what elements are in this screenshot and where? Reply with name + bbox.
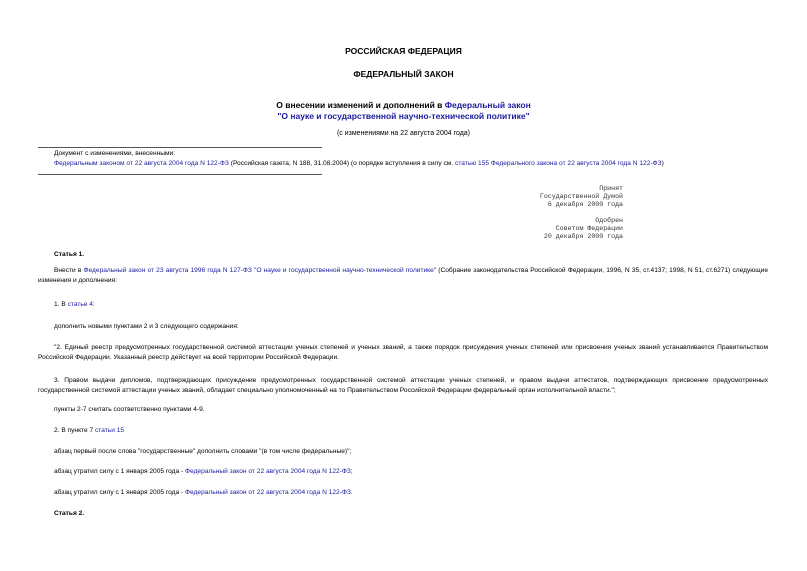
renumber-text: пункты 2-7 считать соответственно пунктами 4-9.	[54, 406, 205, 413]
amending-law-link[interactable]: Федеральным законом от 22 августа 2004 года N 122-ФЗ	[54, 160, 229, 167]
article-155-link[interactable]: статью 155 Федерального закона от 22 августа 2004 года N 122-ФЗ	[455, 160, 662, 167]
lost-force-1: абзац утратил силу с 1 января 2005 года - Федеральный закон от 22 августа 2004 года N 122-ФЗ;	[54, 468, 353, 475]
article-2-heading: Статья 2.	[54, 510, 85, 517]
law-122-link-1[interactable]: Федеральный закон от 22 августа 2004 года N 122-ФЗ	[185, 468, 351, 475]
item-1: 1. В статье 4:	[54, 301, 95, 308]
item-2: 2. В пункте 7 статьи 15	[54, 427, 125, 434]
law-title-line1: О внесении изменений и дополнений в Федеральный закон	[276, 100, 531, 110]
approved-block: Одобрен Советом Федерации 20 декабря 2000 года	[543, 217, 623, 240]
article-1-intro: Внести в Федеральный закон от 23 августа 1996 года N 127-ФЗ "О науке и государственной научно-технической политике" (Собрание законодательства Российской Федерации, 1996, N 35, ст.4137; 1998, N 51, ст.6271) следующие изменения и дополнения:	[38, 267, 768, 284]
divider-top	[38, 147, 322, 148]
law-title-line2-link[interactable]: "О науке и государственной научно-технической политике"	[277, 111, 530, 121]
header-law-type: ФЕДЕРАЛЬНЫЙ ЗАКОН	[353, 69, 454, 79]
lost-force-2: абзац утратил силу с 1 января 2005 года - Федеральный закон от 22 августа 2004 года N 122-ФЗ.	[54, 489, 353, 496]
law-122-link-2[interactable]: Федеральный закон от 22 августа 2004 года N 122-ФЗ	[185, 489, 351, 496]
article-1-heading: Статья 1.	[54, 251, 85, 258]
edition-note: (с изменениями на 22 августа 2004 года)	[336, 130, 471, 137]
paragraph-first-text: абзац первый после слова "государственные" дополнить словами "(в том числе федеральные)";	[54, 448, 352, 455]
amended-by-label: Документ с изменениями, внесенными:	[54, 150, 176, 157]
adopted-block: Принят Государственной Думой 6 декабря 2000 года	[539, 185, 623, 208]
law-title-link[interactable]: Федеральный закон	[444, 100, 531, 110]
law-title	[0, 100, 807, 122]
point-3-text: 3. Правом выдачи дипломов, подтверждающих присуждение предусмотренных государственной системой аттестации ученых степеней, и правом выдачи аттестатов, подтверждающих присвоение предусмотренных государственной системой аттестации ученых званий, обладает специально уполномоченный на то Правительством Российской Федерации федеральный орган исполнительной власти.";	[38, 377, 768, 394]
add-points-text: дополнить новыми пунктами 2 и 3 следующего содержания:	[54, 323, 239, 330]
article-15-link[interactable]: статьи 15	[95, 427, 125, 434]
divider-bottom	[38, 174, 322, 175]
header-country: РОССИЙСКАЯ ФЕДЕРАЦИЯ	[345, 46, 462, 56]
amended-by-text: Федеральным законом от 22 августа 2004 года N 122-ФЗ (Российская газета, N 188, 31.08.2004) (о порядке вступления в силу см. статью 155 Федерального закона от 22 августа 2004 года N 122-ФЗ)	[54, 160, 664, 167]
point-2-text: "2. Единый реестр предусмотренных государственной системой аттестации ученых степеней и ученых званий, а также порядок присуждения ученых степеней или присвоения ученых званий устанавливается Правительством Российской Федерации. Указанный реестр действует на всей территории Российской Федерации.	[38, 344, 768, 361]
law-127-link[interactable]: Федеральный закон от 23 августа 1996 года N 127-ФЗ "О науке и государственной научно-технической политике"	[83, 267, 437, 274]
article-4-link[interactable]: статье 4	[67, 301, 93, 308]
